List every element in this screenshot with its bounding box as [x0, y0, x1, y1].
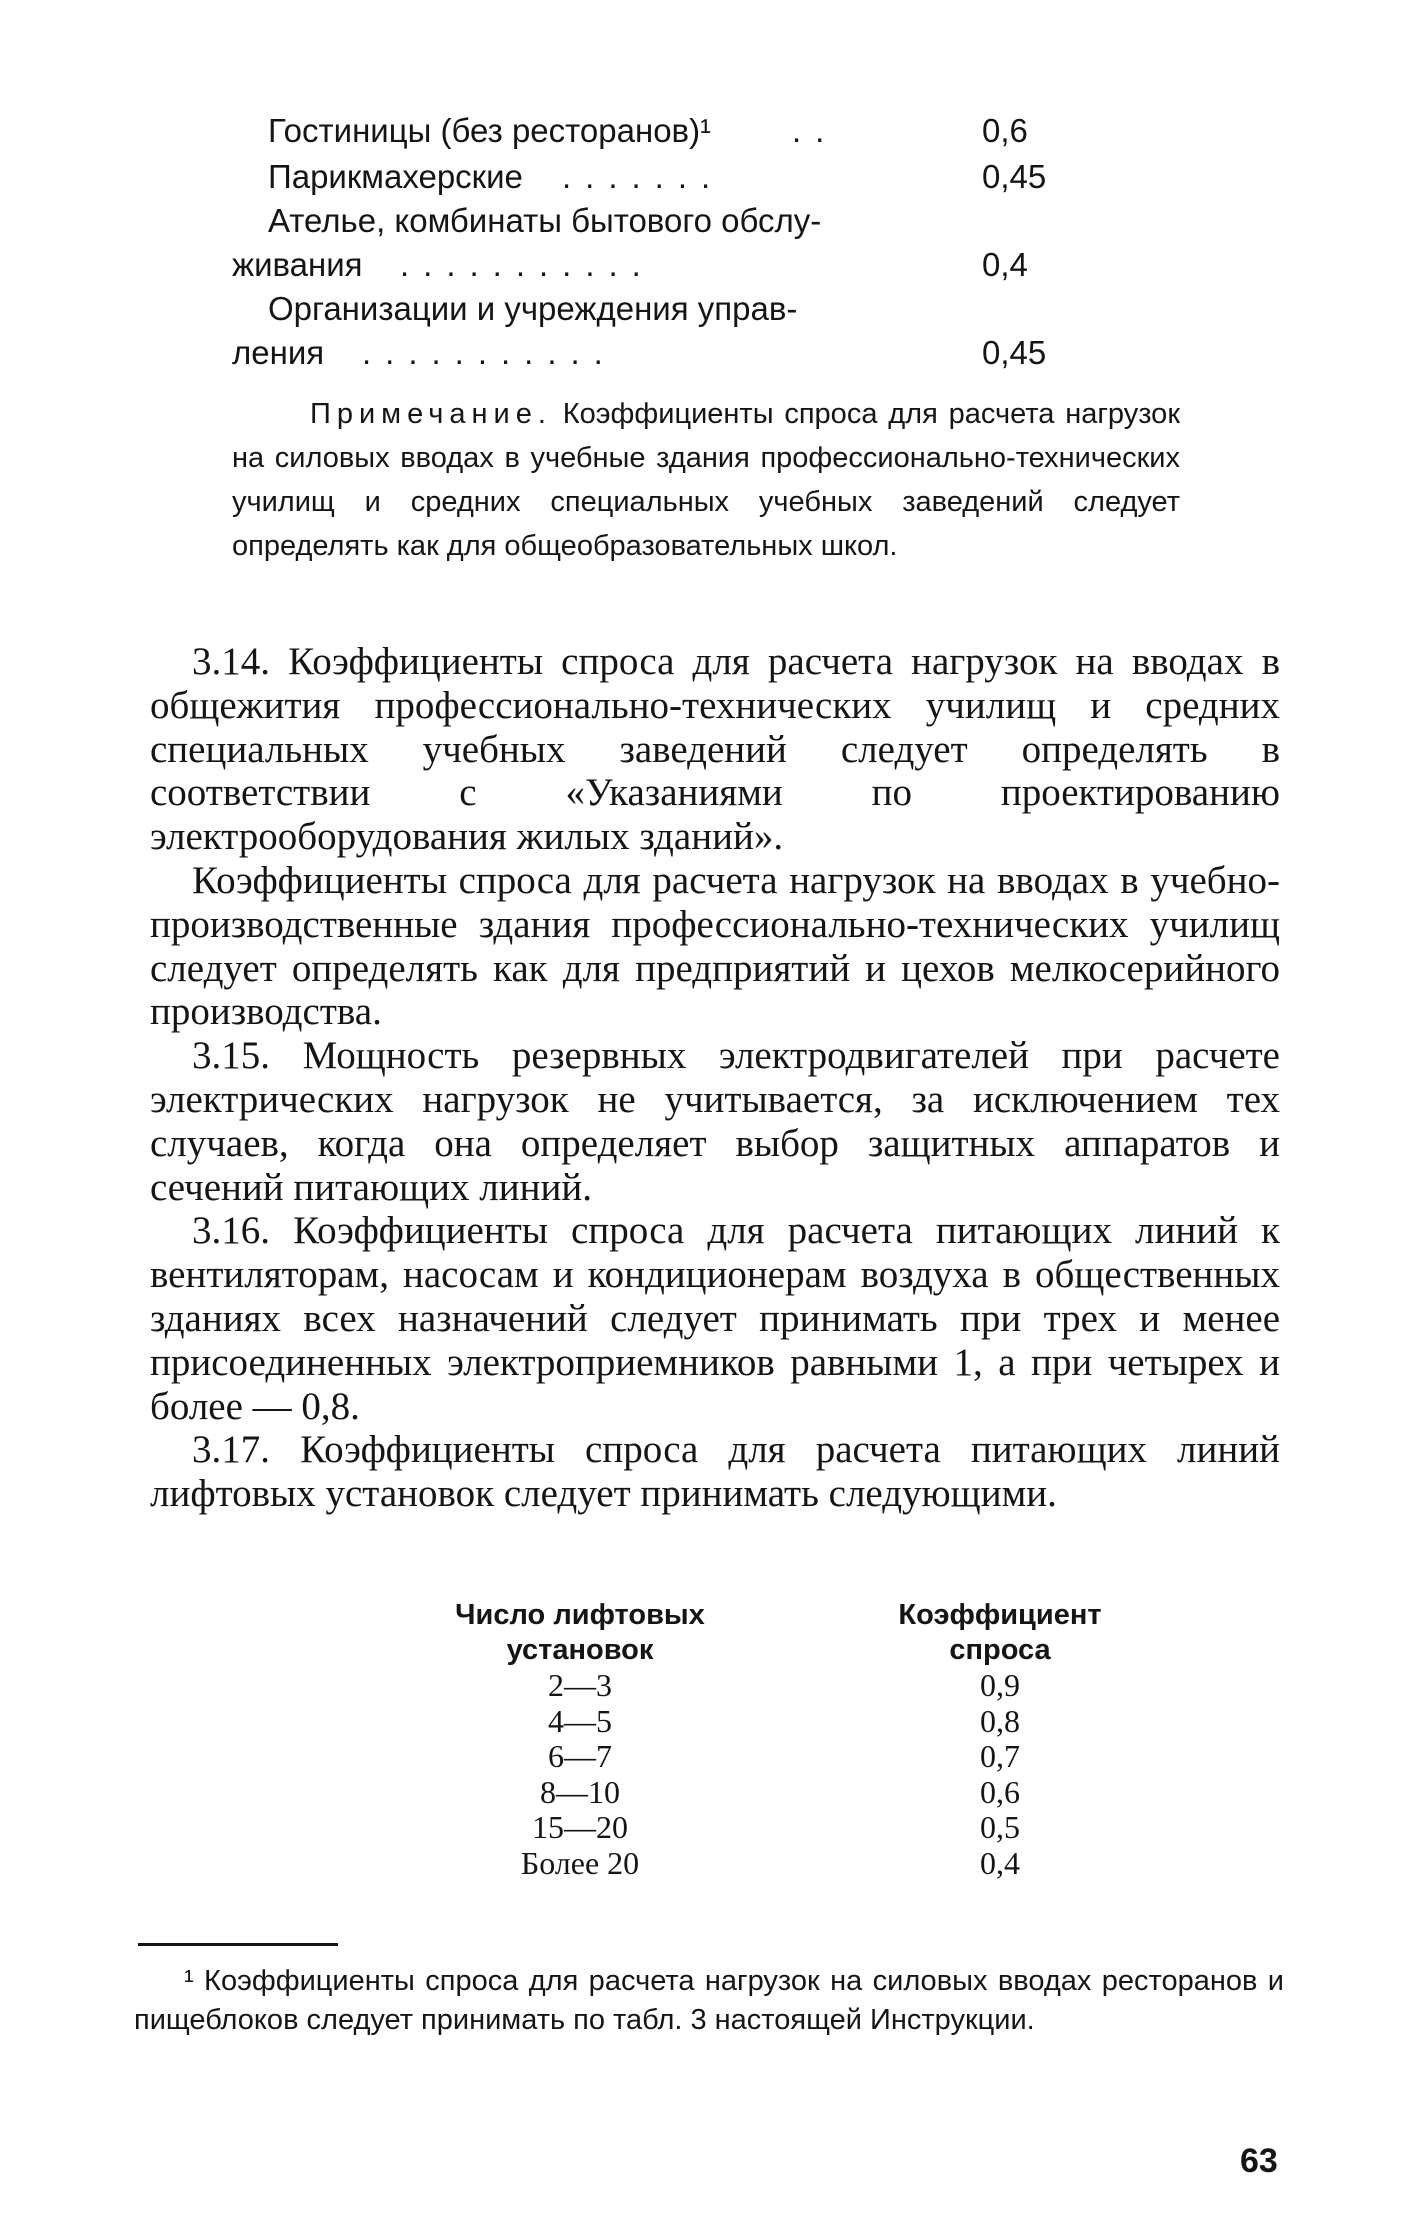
table-row — [232, 246, 1062, 290]
table-row — [232, 334, 1062, 378]
lift-coefficient-table — [380, 1598, 1160, 1881]
paragraph-3-14: 3.14. Коэффициенты спроса для расчета нагрузок на вводах в общежития профессионально-технических училищ и средних специальных учебных заведений следует определять в соответствии с «Указаниями по проектированию электрооборудования жилых зданий». — [150, 640, 1280, 859]
table-row — [380, 1668, 1160, 1704]
table-row — [232, 202, 1062, 246]
footnote-rule — [138, 1943, 338, 1946]
page-number: 63 — [1240, 2142, 1278, 2180]
table-row — [380, 1846, 1160, 1882]
lift-count-cell: 8—10 — [540, 1773, 620, 1810]
lift-count-cell: 6—7 — [548, 1738, 612, 1774]
row-label: Ателье, комбинаты бытового обслу- — [268, 202, 822, 239]
header-lift-count: Число лифтовых установок — [455, 1599, 705, 1666]
row-value: 0,45 — [982, 158, 1047, 195]
row-value: 0,6 — [982, 112, 1028, 149]
footnote: ¹ Коэффициенты спроса для расчета нагрузок на силовых вводах ресторанов и пищеблоков следует принимать по табл. 3 настоящей Инструкции. — [134, 1965, 1284, 2036]
table-row — [380, 1704, 1160, 1740]
table-row — [232, 112, 1062, 158]
paragraph-dormitory: Коэффициенты спроса для расчета нагрузок на вводах в учебно-производственные здания профессионально-технических училищ следует определять как для предприятий и цехов мелкосерийного производства. — [150, 858, 1280, 1034]
table-row — [380, 1775, 1160, 1811]
coefficient-cell: 0,4 — [980, 1844, 1020, 1881]
note — [232, 392, 1180, 568]
paragraph-3-15: 3.15. Мощность резервных электродвигателей при расчете электрических нагрузок не учитывается, за исключением тех случаев, когда она определяет выбор защитных аппаратов и сечений питающих линий. — [150, 1034, 1280, 1209]
row-label: ления — [232, 334, 325, 371]
lift-count-cell: 4—5 — [548, 1702, 612, 1739]
row-label: живания — [232, 246, 363, 283]
lift-count-cell: 2—3 — [548, 1667, 612, 1703]
row-value: 0,45 — [982, 334, 1047, 371]
table-row — [232, 290, 1062, 334]
coefficient-cell: 0,6 — [980, 1773, 1020, 1810]
main-text — [150, 640, 1280, 1516]
leader-dots: ........... — [362, 334, 617, 371]
lift-count-cell: Более 20 — [520, 1844, 640, 1881]
paragraph-3-16: 3.16. Коэффициенты спроса для расчета питающих линий к вентиляторам, насосам и кондиционерам воздуха в общественных зданиях всех назначений следует принимать при трех и менее присоединенных электроприемников равными 1, а при четырех и более — 0,8. — [150, 1209, 1280, 1428]
coefficient-cell: 0,7 — [980, 1738, 1020, 1774]
row-label: Гостиницы (без ресторанов)¹ — [268, 112, 712, 149]
row-label: Парикмахерские — [268, 158, 523, 195]
leader-dots: .. — [792, 112, 839, 149]
table-header — [380, 1598, 1160, 1668]
leader-dots: ....... — [562, 158, 725, 195]
lift-count-cell: 15—20 — [532, 1809, 628, 1845]
leader-dots: ........... — [400, 246, 655, 283]
coefficient-cell: 0,9 — [980, 1667, 1020, 1703]
paragraph-3-17: 3.17. Коэффициенты спроса для расчета питающих линий лифтовых установок следует принимать следующими. — [150, 1428, 1280, 1516]
coefficient-table — [232, 112, 1062, 378]
table-row — [232, 158, 1062, 202]
note-label: Примечание. — [310, 398, 552, 430]
coefficient-cell: 0,8 — [980, 1702, 1020, 1739]
header-coefficient: Коэффициент спроса — [898, 1599, 1102, 1666]
table-row — [380, 1739, 1160, 1775]
coefficient-cell: 0,5 — [980, 1809, 1020, 1845]
note-text: Коэффициенты спроса для расчета нагрузок на силовых вводах в учебные здания профессионально-технических училищ и средних специальных учебных заведений следует определять как для общеобразовательных школ. — [232, 398, 1181, 562]
row-value: 0,4 — [982, 246, 1028, 283]
row-label: Организации и учреждения управ- — [268, 290, 798, 327]
table-row — [380, 1810, 1160, 1846]
